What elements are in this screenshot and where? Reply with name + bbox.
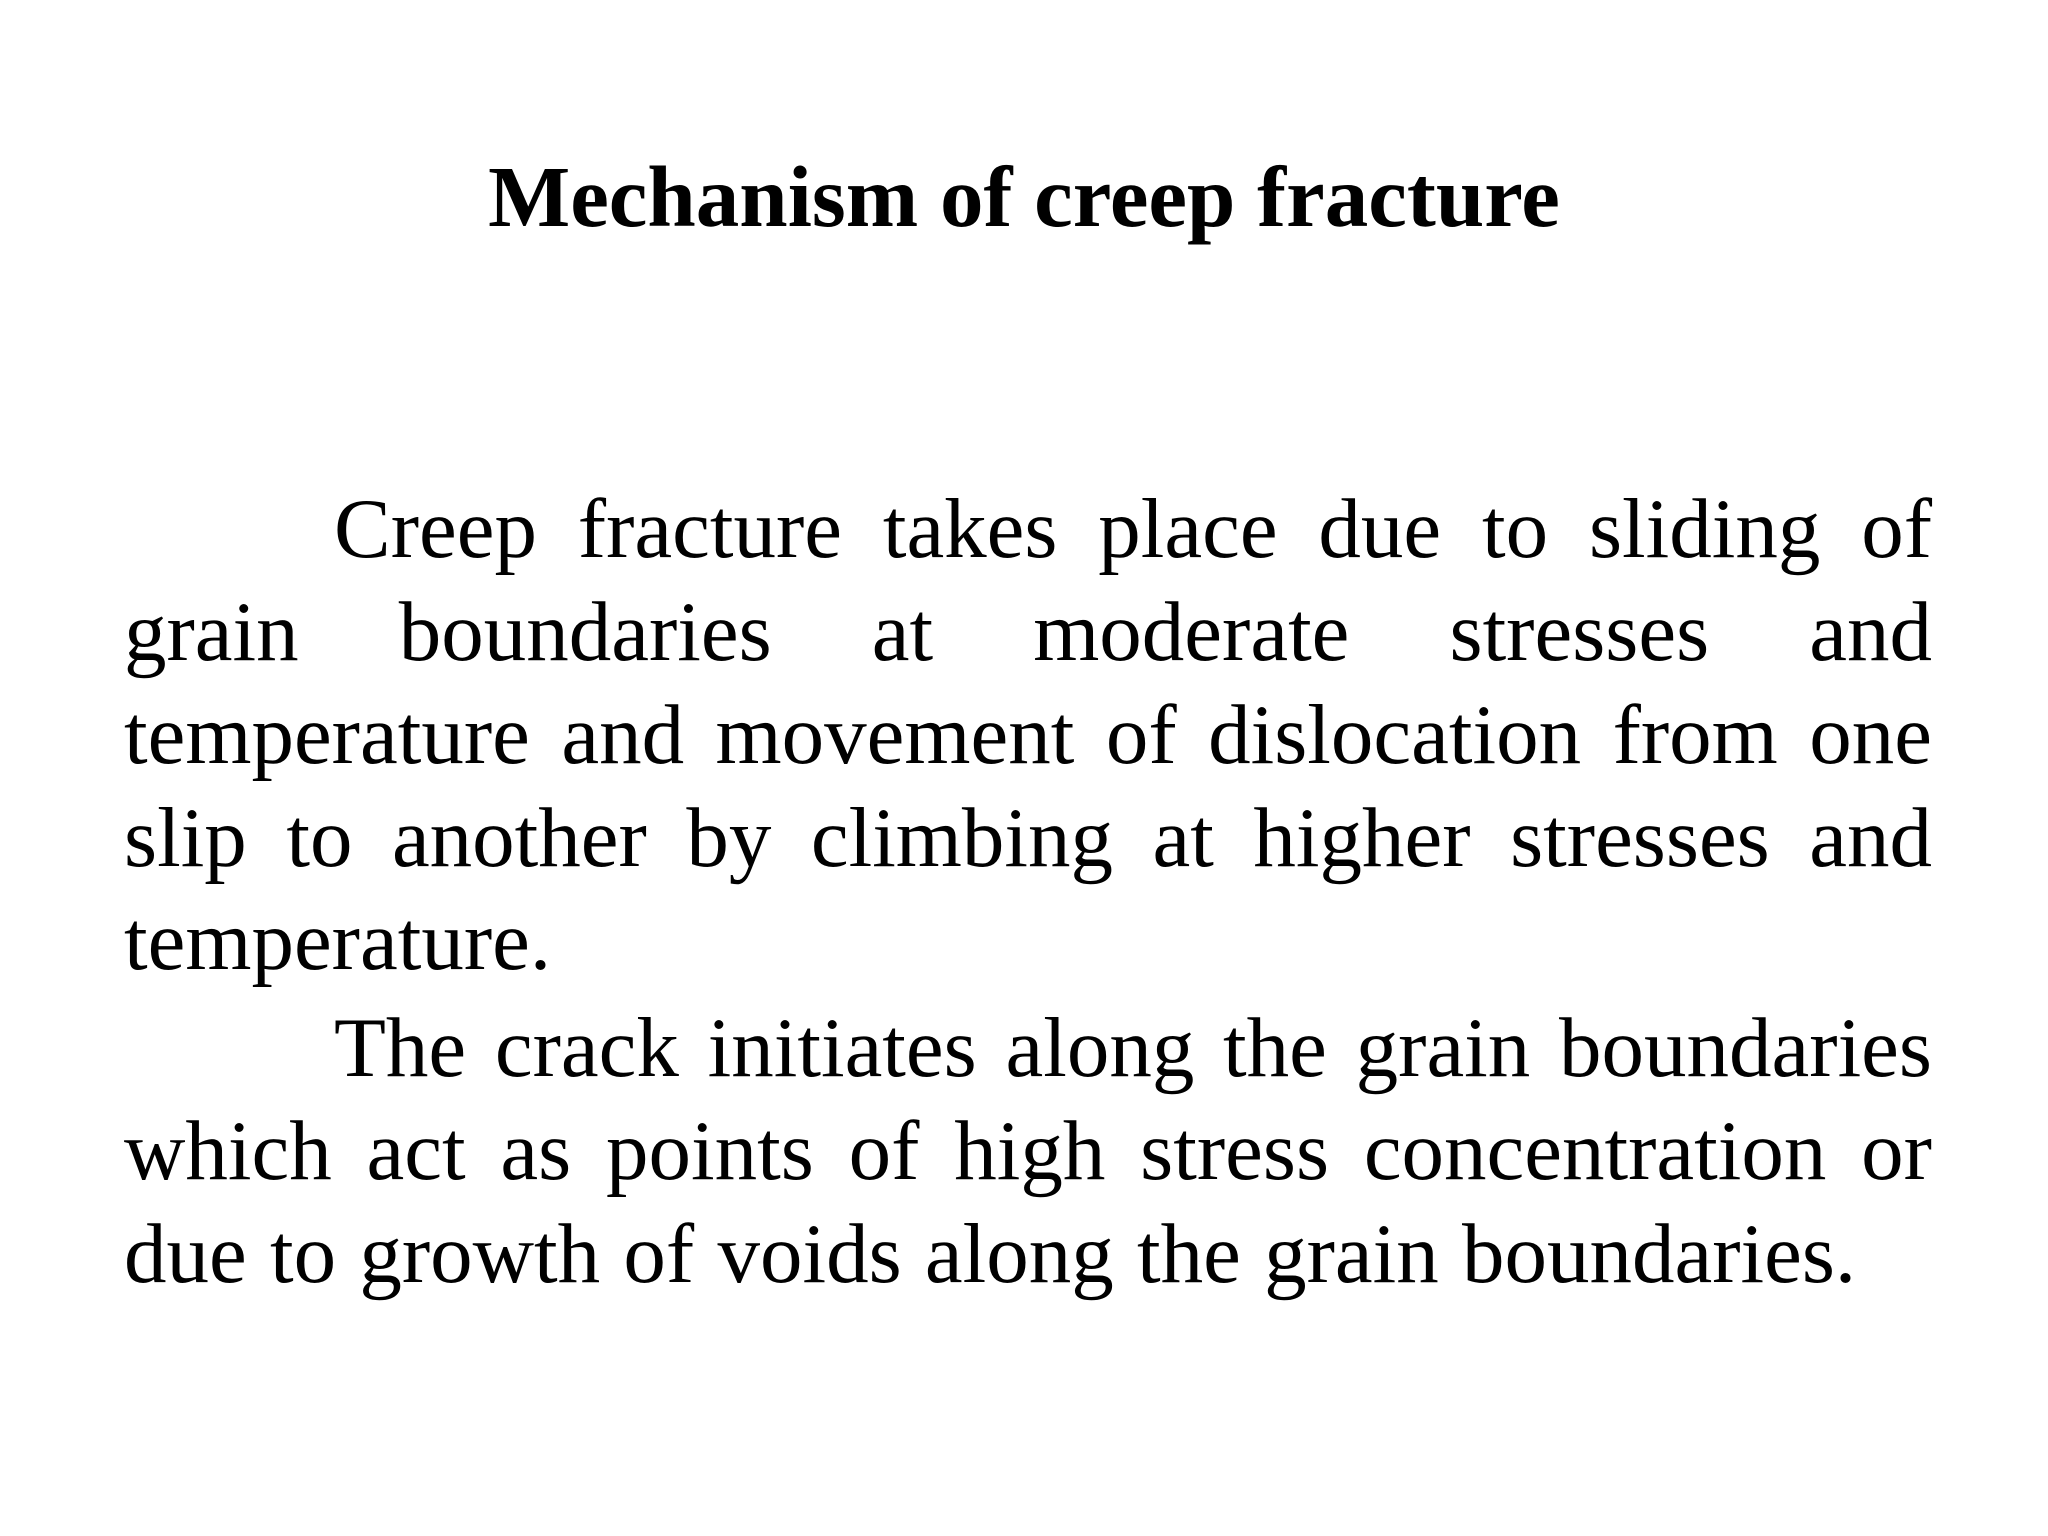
slide-body (124, 478, 1932, 1306)
body-paragraph-crack-initiation: The crack initiates along the grain boundaries which act as points of high stress concentration or due to growth of voids along the grain boundaries. (124, 1001, 1932, 1301)
slide-title: Mechanism of creep fracture (488, 148, 1560, 245)
body-paragraph-creep-fracture: Creep fracture takes place due to sliding of grain boundaries at moderate stresses and temperature and movement of dislocation from one slip to another by climbing at higher stresses and temperature. (124, 482, 1932, 988)
